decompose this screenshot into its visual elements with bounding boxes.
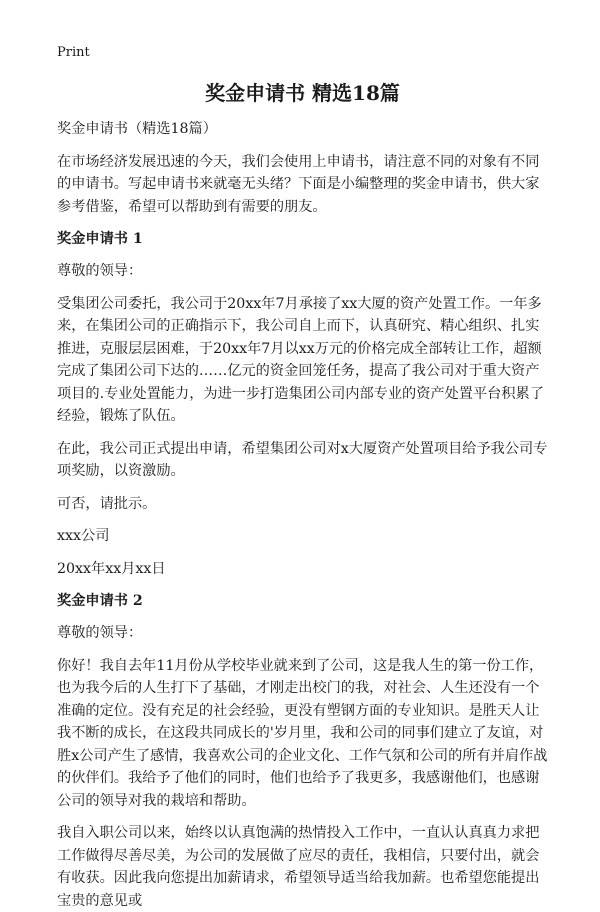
section-1-signature: xxx公司 [57, 528, 110, 544]
section-1-paragraph-3: 可否，请批示。 [57, 495, 157, 512]
section-1-paragraph-1: 受集团公司委托，我公司于20xx年7月承接了xx大厦的资产处置工作。一年多来，在集团公司的正确指示下，我公司自上而下，认真研究、精心组织、扎实推进，克服层层困难，于20xx年7月以xx万元的价格完成全部转让工作，超额完成了集团公司下达的……亿元的资金回笼任务，提高了我公司对于重大资产项目的.专业处置能力，为进一步打造集团公司内部专业的资产处置平台积累了经验，锻炼了队伍。 [57, 295, 544, 424]
section-2-paragraph-2: 我自入职公司以来，始终以认真饱满的热情投入工作中，一直认认真真力求把工作做得尽善尽美，为公司的发展做了应尽的责任，我相信，只要付出，就会有收获。因此我向您提出加薪请求，希望领导适当给我加薪。也希望您能提出宝贵的意见或 [57, 825, 540, 909]
document-subtitle: 奖金申请书（精选18篇） [57, 121, 217, 137]
section-1-heading: 奖金申请书 1 [57, 231, 143, 247]
section-2-salutation: 尊敬的领导： [57, 625, 143, 641]
intro-paragraph: 在市场经济发展迅速的今天，我们会使用上申请书，请注意不同的对象有不同的申请书。写起申请书来就毫无头绪？下面是小编整理的奖金申请书，供大家参考借鉴，希望可以帮助到有需要的朋友。 [57, 153, 540, 215]
section-1-paragraph-2: 在此，我公司正式提出申请，希望集团公司对x大厦资产处置项目给予我公司专项奖励，以资激励。 [57, 440, 548, 479]
section-2-paragraph-1: 你好！我自去年11月份从学校毕业就来到了公司，这是我人生的第一份工作，也为我今后的人生打下了基础，才刚走出校门的我，对社会、人生还没有一个准确的定位。没有充足的社会经验，更没有塑钢方面的专业知识。是胜天人让我不断的成长，在这段共同成长的'岁月里，我和公司的同事们建立了友谊，对胜x公司产生了感情，我喜欢公司的企业文化、工作气氛和公司的所有并肩作战的伙伴们。我给予了他们的同时，他们也给予了我更多，我感谢他们，也感谢公司的领导对我的栽培和帮助。 [57, 657, 548, 809]
section-2-heading: 奖金申请书 2 [57, 593, 143, 609]
section-1-date: 20xx年xx月xx日 [57, 560, 166, 577]
print-label[interactable]: Print [57, 45, 90, 60]
document-title: 奖金申请书 精选18篇 [205, 81, 400, 105]
section-1-salutation: 尊敬的领导： [57, 263, 143, 279]
